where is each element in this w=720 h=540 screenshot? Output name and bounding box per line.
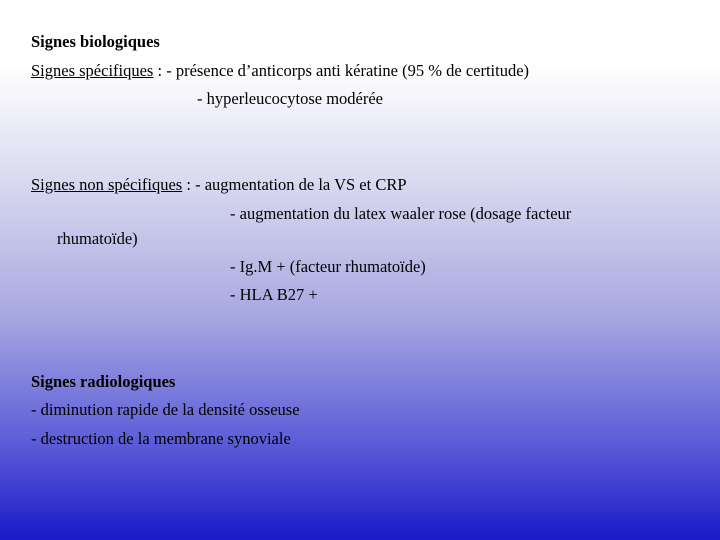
- nonspecific-sign-item: - Ig.M + (facteur rhumatoïde): [230, 257, 426, 276]
- specific-signs-separator: :: [153, 61, 167, 80]
- nonspecific-sign-item: - augmentation du latex waaler rose (dosage facteur: [230, 204, 572, 223]
- specific-sign-item: - présence d’anticorps anti kératine (95 % de certitude): [166, 61, 530, 80]
- specific-signs-label: Signes spécifiques: [31, 61, 154, 80]
- biological-signs-heading: Signes biologiques: [31, 32, 160, 51]
- nonspecific-signs-separator: :: [182, 175, 196, 194]
- radiological-sign-item: - destruction de la membrane synoviale: [31, 429, 291, 448]
- nonspecific-sign-item: - augmentation de la VS et CRP: [195, 175, 407, 194]
- radiological-sign-item: - diminution rapide de la densité osseuse: [31, 400, 300, 419]
- specific-signs-line: [31, 61, 529, 81]
- nonspecific-sign-item: - HLA B27 +: [230, 285, 318, 304]
- nonspecific-signs-label: Signes non spécifiques: [31, 175, 183, 194]
- nonspecific-sign-item-continuation: rhumatoïde): [57, 229, 138, 248]
- specific-sign-item: - hyperleucocytose modérée: [197, 89, 383, 108]
- nonspecific-signs-line: [31, 175, 407, 195]
- radiological-signs-heading: Signes radiologiques: [31, 372, 176, 391]
